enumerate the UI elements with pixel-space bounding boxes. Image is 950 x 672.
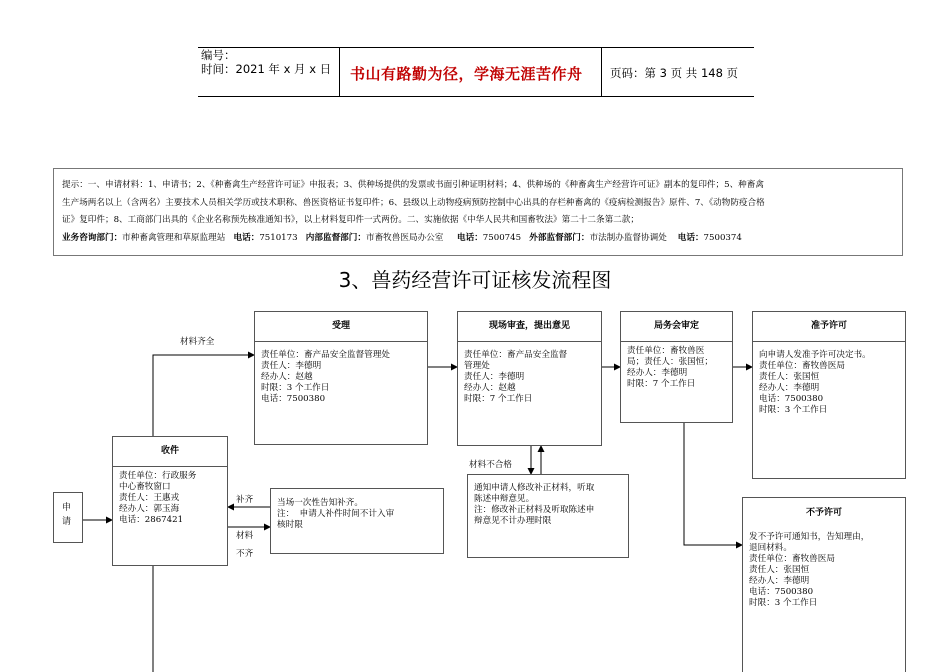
label-materials-unqualified: 材料不合格	[469, 460, 512, 470]
header-page-number: 页码：第 3 页 共 148 页	[610, 66, 739, 80]
tip-line-2: 生产场两名以上（含两名）主要技术人员相关学历或技术职称、兽医资格证书复印件；6、县级以上动物疫病预防控制中心出具的存栏种畜禽的《疫病检测报告》原件、7、《动物防疫合格	[62, 197, 765, 208]
consult-phone-label: 电话：	[233, 232, 260, 243]
label-materials-complete: 材料齐全	[180, 337, 215, 347]
consult-phone: 7510173	[259, 232, 298, 243]
consult-dept-label: 业务咨询部门：	[62, 232, 123, 243]
apply-node	[53, 492, 83, 543]
deny-node	[742, 497, 906, 672]
supplement-text: 当场一次性告知补齐。 注： 申请人补件时间不计入审 核时限	[277, 498, 395, 530]
accept-node	[254, 311, 428, 445]
meeting-node	[620, 311, 733, 423]
notify-fix-text: 通知申请人修改补正材料，听取 陈述申辩意见。 注：修改补正材料及听取陈述申 辩意见不计办理时限	[474, 483, 595, 526]
internal-dept: 市畜牧兽医局办公室	[365, 232, 444, 243]
tip-line-3: 证》复印件；8、工商部门出具的《企业名称预先核准通知书》，以上材料复印件一式两份。二、实施依据《中华人民共和国畜牧法》第二十二条第二款；	[62, 215, 639, 225]
review-body: 责任单位：畜产品安全监督 管理处 责任人：李德明 经办人：赵越 时限：7 个工作日	[464, 350, 568, 404]
internal-dept-label: 内部监督部门：	[305, 232, 366, 243]
consult-dept: 市种畜禽管理和草原监理站	[122, 232, 226, 243]
label-bu-qi-1: 补齐	[236, 495, 254, 505]
header-motto: 书山有路勤为径，学海无涯苦作舟	[350, 65, 583, 83]
notify-fix-note	[467, 474, 629, 558]
deny-heading: 不予许可	[805, 508, 842, 518]
header-time: 时间：2021 年 x 月 x 日	[201, 62, 332, 76]
external-phone: 7500374	[703, 232, 742, 243]
label-bu-qi-2: 不齐	[236, 549, 254, 559]
deny-body: 发不予许可通知书，告知理由， 退回材料。 责任单位：畜牧兽医局 责任人：张国恒 经办人：李德明 电话：7500380 时限：3 个工作日	[749, 532, 870, 608]
tip-line-1: 提示：一、申请材料：1、申请书；2、《种畜禽生产经营许可证》申报表；3、供种场提供的发票或书面引种证明材料；4、供种场的《种畜禽生产经营许可证》副本的复印件；5、种畜禽	[62, 180, 764, 190]
meeting-body: 责任单位：畜牧兽医 局；责任人：张国恒； 经办人：李德明 时限：7 个工作日	[627, 346, 713, 389]
external-phone-label: 电话：	[677, 232, 704, 243]
supplement-note	[270, 488, 444, 554]
label-material-word: 材料	[236, 531, 254, 541]
grant-body: 向申请人发准予许可决定书。 责任单位：畜牧兽医局 责任人：张国恒 经办人：李德明 电话：7500380 时限：3 个工作日	[759, 350, 871, 415]
internal-phone-label: 电话：	[457, 232, 483, 243]
page-title: 3、兽药经营许可证核发流程图	[338, 268, 612, 292]
accept-heading: 受理	[255, 312, 427, 342]
meeting-heading: 局务会审定	[621, 312, 732, 342]
grant-heading: 准予许可	[753, 312, 905, 342]
grant-node	[752, 311, 906, 479]
internal-phone: 7500745	[482, 232, 522, 243]
receive-heading: 收件	[113, 437, 227, 467]
review-heading: 现场审查，提出意见	[458, 312, 601, 342]
review-node	[457, 311, 602, 446]
external-dept-label: 外部监督部门：	[529, 232, 590, 243]
accept-body: 责任单位：畜产品安全监督管理处 责任人：李德明 经办人：赵越 时限：3 个工作日 电话：7500380	[261, 350, 390, 404]
receive-body: 责任单位：行政服务 中心畜牧窗口 责任人：王惠戎 经办人：郭玉海 电话：2867421	[119, 471, 197, 525]
apply-label: 申 请	[62, 503, 72, 527]
receive-node	[112, 436, 228, 566]
header-number: 编号：	[201, 48, 236, 62]
external-dept: 市法制办监督协调处	[589, 232, 667, 243]
